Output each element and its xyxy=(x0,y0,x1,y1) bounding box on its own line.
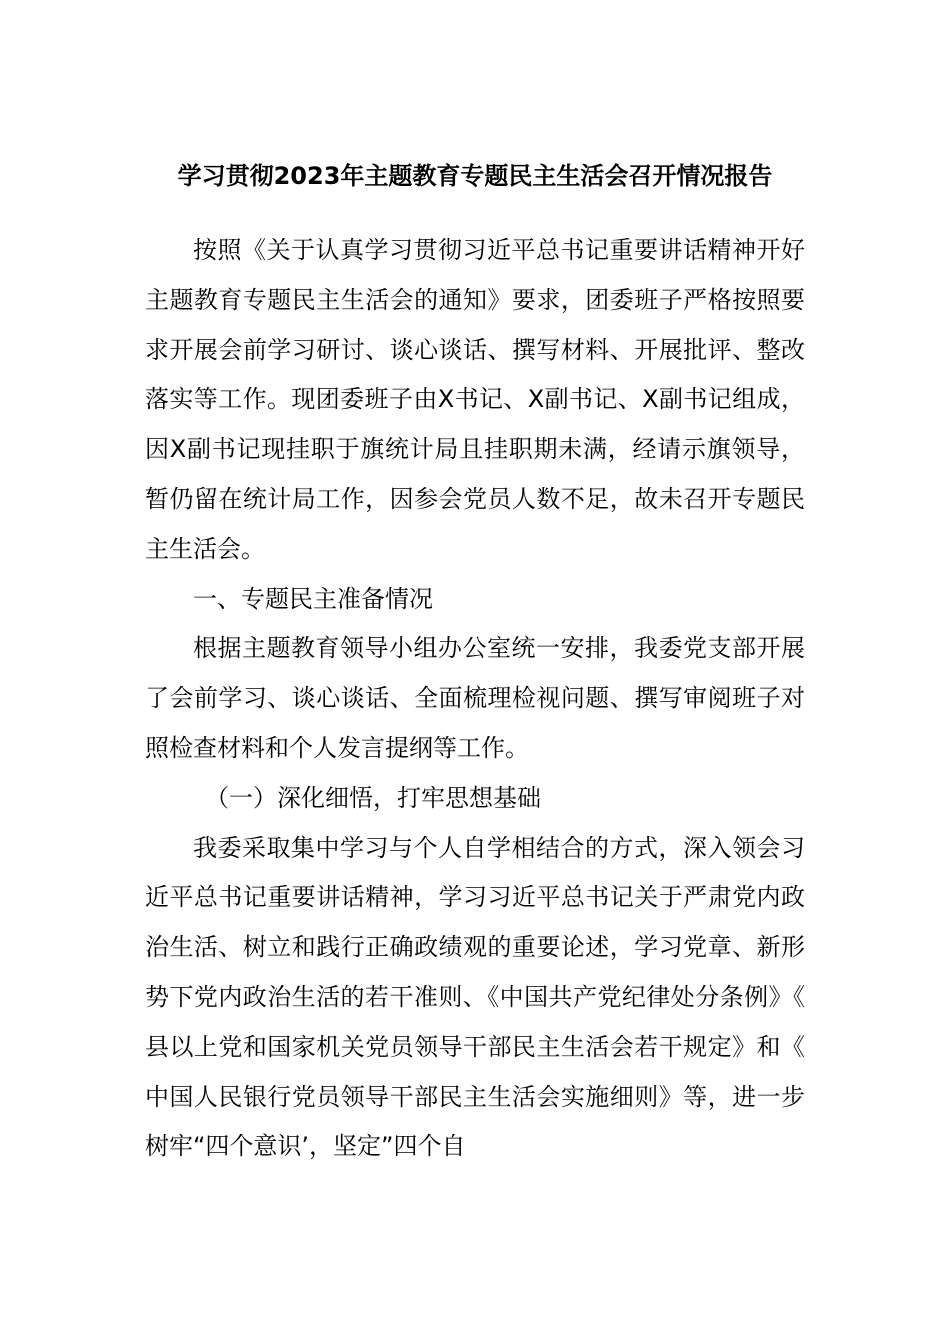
document-body xyxy=(145,226,805,1172)
paragraph-intro: 按照《关于认真学习贯彻习近平总书记重要讲话精神开好主题教育专题民主生活会的通知》要求，团委班子严格按照要求开展会前学习研讨、谈心谈话、撰写材料、开展批评、整改落实等工作。现团委班子由X书记、X副书记、X副书记组成，因X副书记现挂职于旗统计局且挂职期未满，经请示旗领导，暂仍留在统计局工作，因参会党员人数不足，故未召开专题民主生活会。 xyxy=(145,236,805,563)
document-title: 学习贯彻2023年主题教育专题民主生活会召开情况报告 xyxy=(177,162,773,190)
paragraph-study: 我委采取集中学习与个人自学相结合的方式，深入领会习近平总书记重要讲话精神，学习习近平总书记关于严肃党内政治生活、树立和践行正确政绩观的重要论述，学习党章、新形势下党内政治生活的若干准则、《中国共产党纪律处分条例》《县以上党和国家机关党员领导干部民主生活会若干规定》和《中国人民银行党员领导干部民主生活会实施细则》等，进一步树牢“四个意识’，坚定”四个自 xyxy=(145,833,805,1161)
section-heading-1: 一、专题民主准备情况 xyxy=(193,584,433,613)
paragraph-preparation: 根据主题教育领导小组办公室统一安排，我委党支部开展了会前学习、谈心谈话、全面梳理检视问题、撰写审阅班子对照检查材料和个人发言提纲等工作。 xyxy=(145,634,805,762)
subsection-heading-1: （一）深化细悟，打牢思想基础 xyxy=(205,783,541,812)
